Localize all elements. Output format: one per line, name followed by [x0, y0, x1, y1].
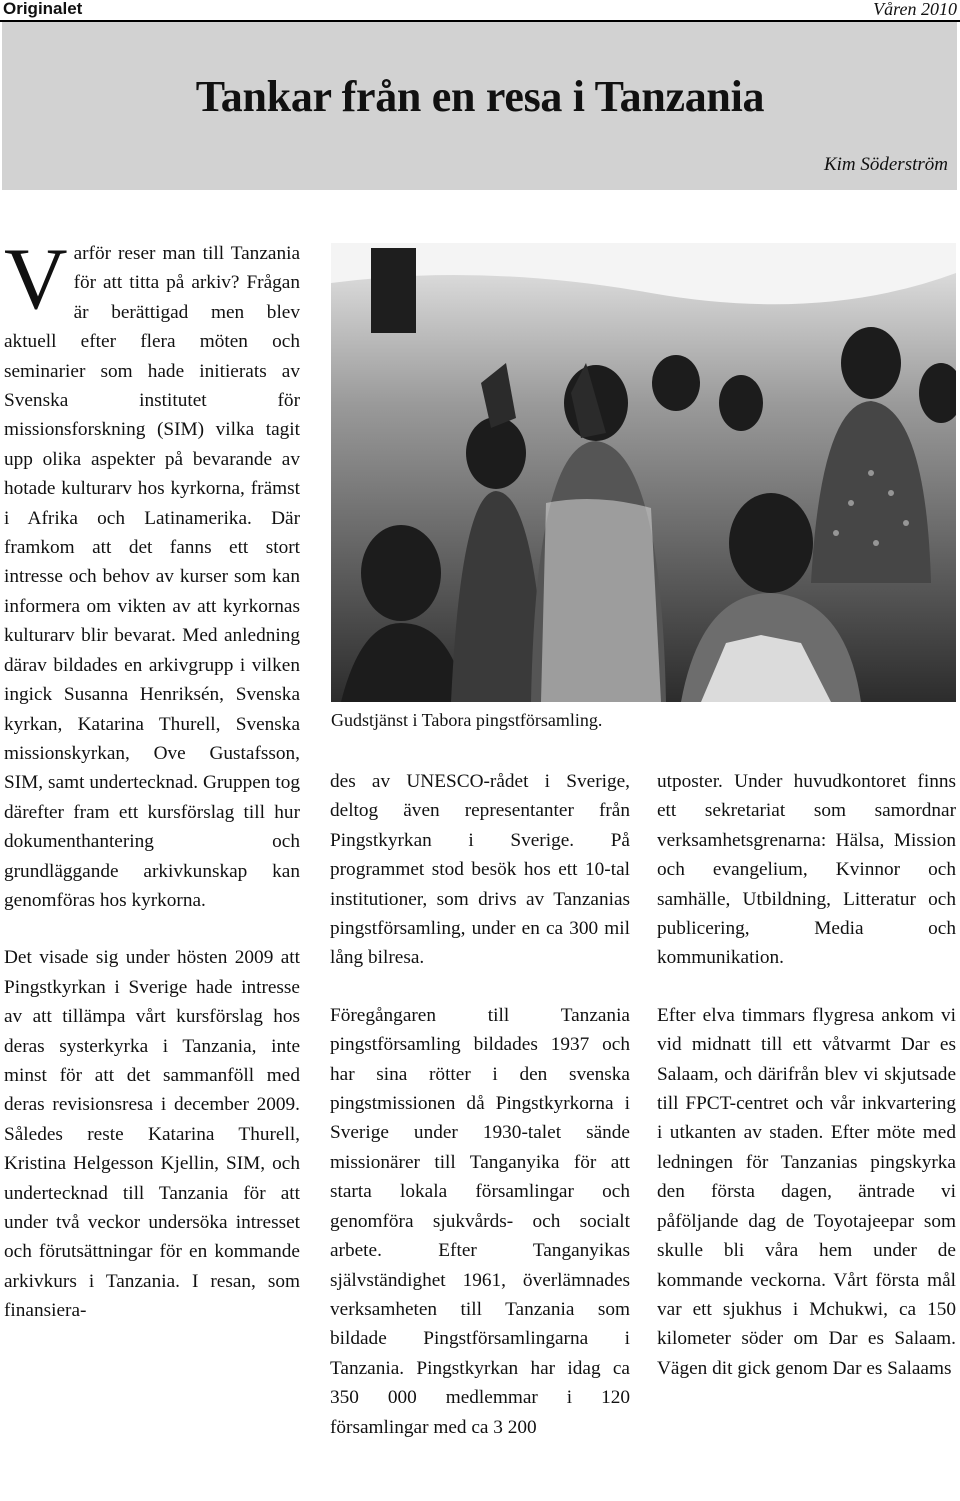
paragraph: Efter elva timmars flygresa ankom vi vid midnatt till ett våtvarmt Dar es Salaam, och därifrån blev vi skjutsade till FPCT-centret och vår inkvartering i utkanten av staden. Efter möte med ledningen för Tanzanias pingskyrka den första dagen, äntrade vi påföljande dag de Toyotajeepar som skulle bli våra hem under de kommande veckorna. Vårt första mål var ett sjukhus i Mchukwi, ca 150 kilometer söder om Dar es Salaam. Vägen dit gick genom Dar es Salaams [657, 1004, 956, 1379]
paragraph: des av UNESCO-rådet i Sverige, deltog även representanter från Pingstkyrkan i Sverige. På programmet stod besök hos ett 10-tal institutioner, som drivs av Tanzanias pingstförsamling, under en ca 300 mil lång bilresa. [330, 771, 630, 969]
column-1 [4, 231, 300, 1326]
column-3 [657, 767, 956, 1383]
photo-caption: Gudstjänst i Tabora pingstförsamling. [331, 710, 603, 730]
article-title: Tankar från en resa i Tanzania [195, 72, 765, 121]
paragraph: Det visade sig under hösten 2009 att Pingstkyrkan i Sverige hade intresse av att tillämpa vårt kursförslag hos deras systerkyrka i Tanzania, inte minst för att det sammanföll med deras revisionsresa i december 2009. Således reste Katarina Thurell, Kristina Helgesson Kjellin, SIM, och undertecknad till Tanzania för att under två veckor undersöka intresset och förutsättningar för en kommande arkivkurs i Tanzania. I resan, som finansiera- [4, 947, 300, 1322]
drop-cap: V [4, 231, 68, 328]
paragraph [4, 231, 300, 915]
page-header [0, 0, 960, 20]
paragraph-text: arför reser man till Tanzania för att titta på arkiv? Frågan är berättigad men blev aktuell efter flera möten och seminarier som hade initierats av Svenska institutet för missionsforskning (SIM) vilka tagit upp olika aspekter på bevarande av hotade kulturarv hos kyrkorna, främst i Afrika och Latinamerika. Där framkom att det fanns ett stort intresse och behov av kurser som kan informera om vikten av att kyrkornas kulturarv blir bevarat. Med anledning därav bildades en arkivgrupp i vilken ingick Susanna Henriksén, Svenska kyrkan, Katarina Thurell, Svenska missionskyrkan, Ove Gustafsson, SIM, samt undertecknad. Gruppen tog därefter fram ett kursförslag till hur dokumenthantering och grundläggande arkivkunskap kan genomföras hos kyrkorna. [4, 243, 300, 911]
column-2 [330, 767, 630, 1442]
paragraph: Föregångaren till Tanzania pingstförsamling bildades 1937 och har sina rötter i den svenska pingstmissionen då Pingstkyrkorna i Sverige under 1930-talet sände missionärer till Tanganyika för att starta lokala församlingar och genomföra sjukvårds- och socialt arbete. Efter Tanganyikas självständighet 1961, överlämnades verksamheten till Tanzania som bildade Pingstförsamlingarna i Tanzania. Pingstkyrkan har idag ca 350 000 medlemmar i 120 församlingar med ca 3 200 [330, 1004, 630, 1438]
paragraph: utposter. Under huvudkontoret finns ett sekretariat som samordnar verksamhetsgrenarna: Hälsa, Mission och evangelium, Kvinnor och samhälle, Utbildning, Litteratur och publicering, Media och kommunikation. [657, 771, 956, 969]
section-name: Originalet [3, 0, 83, 18]
article-author: Kim Söderström [823, 154, 948, 175]
issue-label: Våren 2010 [873, 0, 957, 19]
photo-church-service [331, 243, 956, 702]
